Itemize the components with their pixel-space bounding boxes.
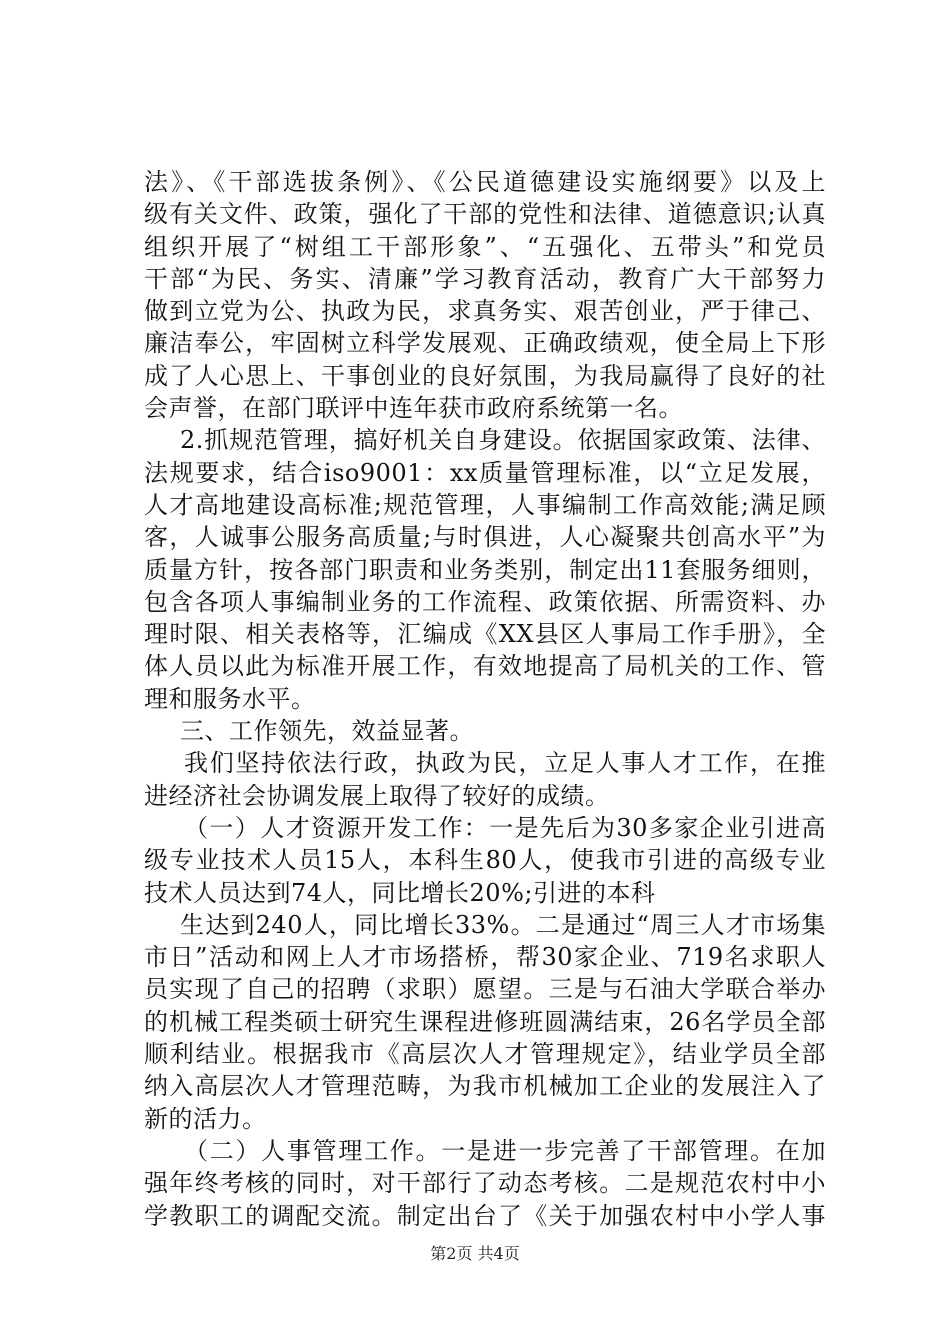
section-heading: 三、工作领先，效益显著。 bbox=[180, 717, 474, 746]
text-line: 体人员以此为标准开展工作，有效地提高了局机关的工作、管 bbox=[144, 652, 826, 681]
text-line: 强年终考核的同时，对干部行了动态考核。二是规范农村中小 bbox=[144, 1169, 826, 1198]
text-line: 理时限、相关表格等，汇编成《XX县区人事局工作手册》，全 bbox=[144, 620, 826, 649]
text-line: 会声誉，在部门联评中连年获市政府系统第一名。 bbox=[144, 394, 683, 423]
document-body bbox=[144, 166, 826, 1232]
text-line: 纳入高层次人才管理范畴，为我市机械加工企业的发展注入了 bbox=[144, 1072, 826, 1101]
text-line: 法》、《干部选拔条例》、《公民道德建设实施纲要》以及上 bbox=[144, 168, 826, 196]
text-line: 客，人诚事公服务高质量;与时俱进，人心凝聚共创高水平”为 bbox=[144, 523, 826, 552]
text-line: （一）人才资源开发工作：一是先后为30多家企业引进高 bbox=[184, 813, 826, 842]
text-line: 廉洁奉公，牢固树立科学发展观、正确政绩观，使全局上下形 bbox=[144, 329, 826, 358]
text-line: 包含各项人事编制业务的工作流程、政策依据、所需资料、办 bbox=[144, 587, 826, 616]
text-line: 学教职工的调配交流。制定出台了《关于加强农村中小学人事 bbox=[144, 1201, 826, 1230]
text-line: 级专业技术人员15人，本科生80人，使我市引进的高级专业 bbox=[144, 846, 826, 875]
text-line: 做到立党为公、执政为民，求真务实、艰苦创业，严于律己、 bbox=[144, 297, 826, 326]
text-line: 2.抓规范管理，搞好机关自身建设。依据国家政策、法律、 bbox=[180, 426, 826, 455]
text-line: 人才高地建设高标准;规范管理，人事编制工作高效能;满足顾 bbox=[144, 490, 826, 519]
text-line: 员实现了自己的招聘（求职）愿望。三是与石油大学联合举办 bbox=[144, 975, 826, 1004]
text-line: 理和服务水平。 bbox=[144, 684, 316, 713]
text-line: 市日”活动和网上人才市场搭桥，帮30家企业、719名求职人 bbox=[144, 943, 826, 972]
text-line: 进经济社会协调发展上取得了较好的成绩。 bbox=[144, 781, 610, 810]
text-line: 我们坚持依法行政，执政为民，立足人事人才工作，在推 bbox=[184, 749, 826, 778]
text-line: 成了人心思上、干事创业的良好氛围，为我局赢得了良好的社 bbox=[144, 361, 826, 390]
text-line: 顺利结业。根据我市《高层次人才管理规定》，结业学员全部 bbox=[144, 1040, 826, 1069]
text-line: 技术人员达到74人，同比增长20%;引进的本科 bbox=[144, 878, 656, 907]
text-line: 的机械工程类硕士研究生课程进修班圆满结束，26名学员全部 bbox=[144, 1007, 826, 1036]
text-line: 法规要求，结合iso9001：xx质量管理标准，以“立足发展， bbox=[144, 458, 826, 487]
text-line: 生达到240人，同比增长33%。二是通过“周三人才市场集 bbox=[180, 910, 826, 939]
text-line: 干部“为民、务实、清廉”学习教育活动，教育广大干部努力 bbox=[144, 264, 826, 293]
text-line: 组织开展了“树组工干部形象”、“五强化、五带头”和党员 bbox=[144, 232, 826, 261]
text-line: 级有关文件、政策，强化了干部的党性和法律、道德意识;认真 bbox=[144, 200, 826, 229]
page-number-footer: 第2页 共4页 bbox=[430, 1244, 520, 1263]
text-line: （二）人事管理工作。一是进一步完善了干部管理。在加 bbox=[184, 1136, 826, 1165]
text-line: 新的活力。 bbox=[144, 1104, 267, 1133]
text-line: 质量方针，按各部门职责和业务类别，制定出11套服务细则， bbox=[144, 555, 826, 584]
